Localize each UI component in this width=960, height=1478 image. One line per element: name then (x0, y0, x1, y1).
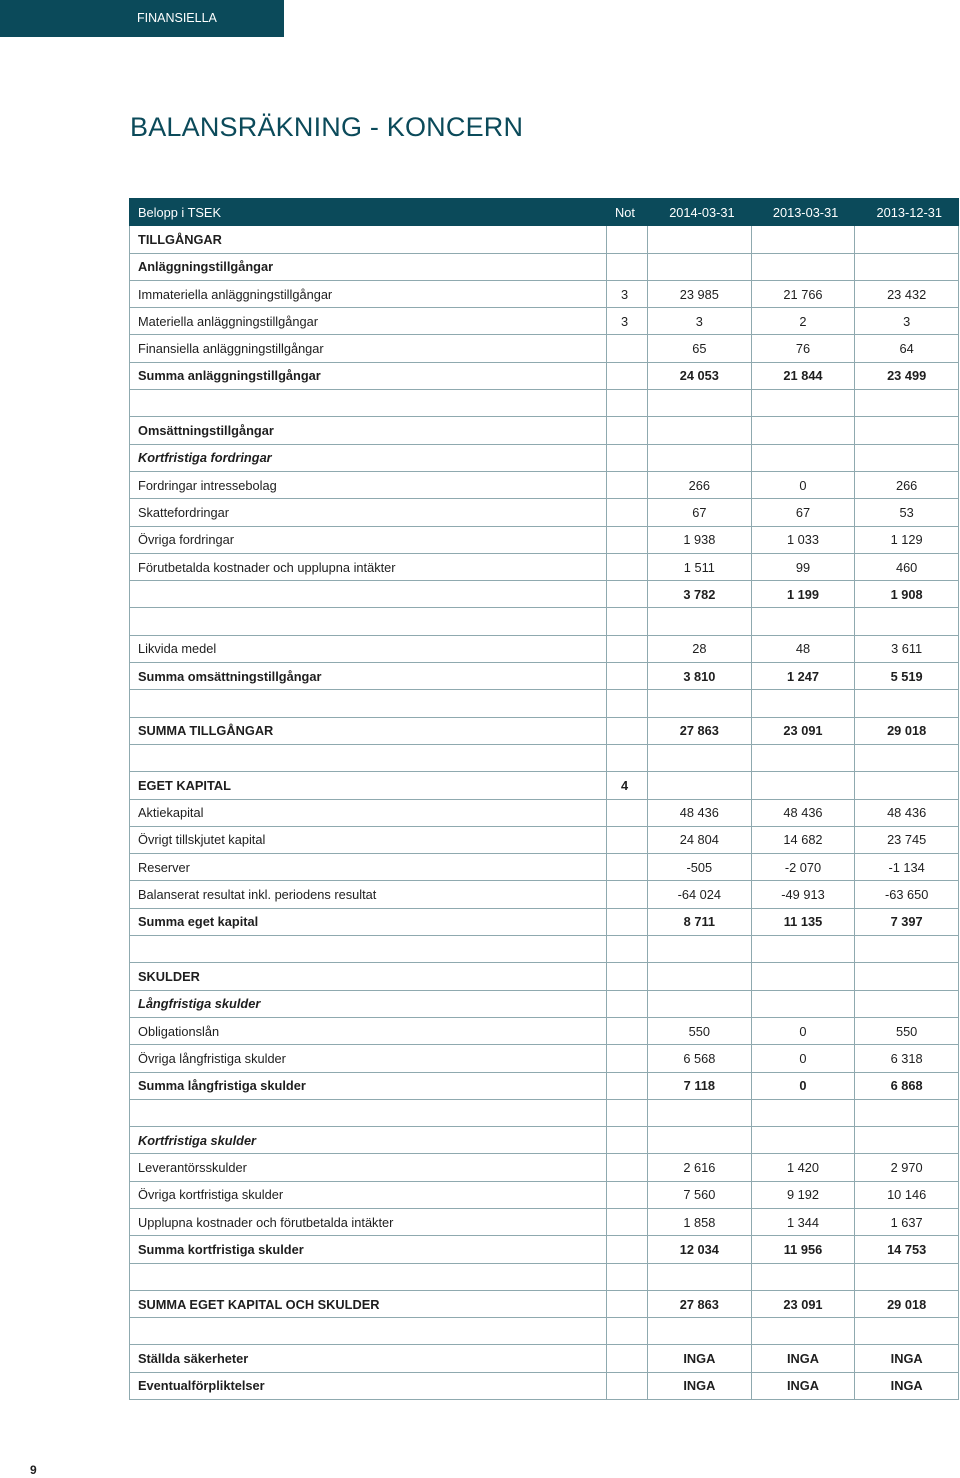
value-2013-12-31 (855, 963, 959, 990)
row-note (607, 854, 648, 881)
value-2013-03-31: 1 199 (751, 581, 855, 608)
value-2014-03-31: 48 436 (648, 799, 752, 826)
table-row (130, 963, 959, 990)
value-2013-12-31: 10 146 (855, 1181, 959, 1208)
table-row (130, 881, 959, 908)
value-2013-03-31: INGA (751, 1345, 855, 1372)
value-2014-03-31 (648, 226, 752, 253)
table-row (130, 444, 959, 471)
value-2013-12-31 (855, 936, 959, 963)
value-2013-03-31: INGA (751, 1372, 855, 1399)
value-2013-03-31: 11 956 (751, 1236, 855, 1263)
row-label: Obligationslån (130, 1017, 607, 1044)
row-label: Summa kortfristiga skulder (130, 1236, 607, 1263)
row-label (130, 1099, 607, 1126)
row-note (607, 1099, 648, 1126)
row-note: 3 (607, 280, 648, 307)
value-2013-12-31 (855, 1263, 959, 1290)
row-note (607, 1263, 648, 1290)
spacer-row (130, 690, 959, 717)
value-2013-03-31 (751, 1127, 855, 1154)
value-2014-03-31: 8 711 (648, 908, 752, 935)
row-note (607, 826, 648, 853)
row-note (607, 1181, 648, 1208)
table-row (130, 362, 959, 389)
row-label: Finansiella anläggningstillgångar (130, 335, 607, 362)
row-label: Summa eget kapital (130, 908, 607, 935)
table-row (130, 581, 959, 608)
row-label: Kortfristiga fordringar (130, 444, 607, 471)
value-2013-03-31 (751, 417, 855, 444)
row-label: Förutbetalda kostnader och upplupna intäkter (130, 553, 607, 580)
header-label: Belopp i TSEK (130, 199, 607, 226)
value-2014-03-31: -505 (648, 854, 752, 881)
value-2014-03-31: 1 858 (648, 1208, 752, 1235)
value-2013-12-31: INGA (855, 1372, 959, 1399)
table-row (130, 772, 959, 799)
value-2013-03-31 (751, 963, 855, 990)
value-2014-03-31 (648, 444, 752, 471)
row-note (607, 1072, 648, 1099)
value-2013-12-31: 1 908 (855, 581, 959, 608)
value-2013-12-31 (855, 1127, 959, 1154)
row-note (607, 1318, 648, 1345)
value-2013-12-31: 6 868 (855, 1072, 959, 1099)
row-label (130, 1263, 607, 1290)
value-2013-03-31: 99 (751, 553, 855, 580)
value-2013-03-31: 0 (751, 1072, 855, 1099)
row-label: Övrigt tillskjutet kapital (130, 826, 607, 853)
value-2013-03-31: 1 420 (751, 1154, 855, 1181)
row-note (607, 1345, 648, 1372)
value-2013-12-31: 23 499 (855, 362, 959, 389)
value-2013-03-31: 67 (751, 499, 855, 526)
value-2014-03-31: 28 (648, 635, 752, 662)
value-2013-03-31: 0 (751, 1017, 855, 1044)
value-2013-12-31: 1 129 (855, 526, 959, 553)
value-2013-03-31: 23 091 (751, 1290, 855, 1317)
table-row (130, 1345, 959, 1372)
table-row (130, 635, 959, 662)
row-label: Summa långfristiga skulder (130, 1072, 607, 1099)
row-note: 4 (607, 772, 648, 799)
value-2013-12-31 (855, 690, 959, 717)
table-row (130, 663, 959, 690)
table-row (130, 553, 959, 580)
row-note (607, 881, 648, 908)
value-2014-03-31 (648, 963, 752, 990)
table-row (130, 499, 959, 526)
row-label (130, 936, 607, 963)
value-2013-03-31: 0 (751, 471, 855, 498)
value-2013-12-31: 23 745 (855, 826, 959, 853)
table-row (130, 717, 959, 744)
table-row (130, 1290, 959, 1317)
value-2013-12-31: 23 432 (855, 280, 959, 307)
value-2013-03-31: 14 682 (751, 826, 855, 853)
value-2013-12-31 (855, 772, 959, 799)
table-row (130, 908, 959, 935)
spacer-row (130, 936, 959, 963)
row-note (607, 608, 648, 635)
header-2013-12-31: 2013-12-31 (855, 199, 959, 226)
row-note (607, 1208, 648, 1235)
value-2013-12-31: INGA (855, 1345, 959, 1372)
value-2013-12-31: 29 018 (855, 717, 959, 744)
value-2013-12-31: 3 (855, 308, 959, 335)
row-note (607, 963, 648, 990)
value-2013-03-31: 2 (751, 308, 855, 335)
value-2013-12-31 (855, 444, 959, 471)
table-row (130, 1208, 959, 1235)
table-row (130, 854, 959, 881)
value-2014-03-31 (648, 744, 752, 771)
row-label: Ställda säkerheter (130, 1345, 607, 1372)
value-2013-03-31 (751, 936, 855, 963)
value-2013-12-31: 266 (855, 471, 959, 498)
value-2013-03-31 (751, 1099, 855, 1126)
value-2014-03-31: 3 782 (648, 581, 752, 608)
value-2014-03-31 (648, 608, 752, 635)
value-2014-03-31 (648, 690, 752, 717)
value-2014-03-31: 24 053 (648, 362, 752, 389)
row-note (607, 908, 648, 935)
value-2013-12-31: 64 (855, 335, 959, 362)
row-label (130, 581, 607, 608)
row-note (607, 581, 648, 608)
row-label (130, 690, 607, 717)
row-note (607, 663, 648, 690)
row-label: SUMMA TILLGÅNGAR (130, 717, 607, 744)
table-row (130, 526, 959, 553)
value-2013-12-31 (855, 1318, 959, 1345)
row-label: Övriga fordringar (130, 526, 607, 553)
value-2013-12-31: 460 (855, 553, 959, 580)
value-2014-03-31: -64 024 (648, 881, 752, 908)
value-2014-03-31: 3 (648, 308, 752, 335)
table-row (130, 1017, 959, 1044)
page-title: BALANSRÄKNING - KONCERN (130, 112, 524, 142)
value-2013-12-31: 3 611 (855, 635, 959, 662)
value-2014-03-31: 12 034 (648, 1236, 752, 1263)
table-row (130, 1072, 959, 1099)
value-2014-03-31 (648, 936, 752, 963)
row-note (607, 553, 648, 580)
value-2013-12-31: 7 397 (855, 908, 959, 935)
value-2014-03-31 (648, 990, 752, 1017)
row-note (607, 226, 648, 253)
row-label (130, 1318, 607, 1345)
row-note (607, 1127, 648, 1154)
value-2013-03-31: 21 766 (751, 280, 855, 307)
value-2013-12-31 (855, 608, 959, 635)
balance-sheet-table (129, 198, 959, 1400)
row-label: Fordringar intressebolag (130, 471, 607, 498)
table-row (130, 826, 959, 853)
row-label: Upplupna kostnader och förutbetalda intäkter (130, 1208, 607, 1235)
table-row (130, 417, 959, 444)
spacer-row (130, 390, 959, 417)
value-2014-03-31 (648, 1318, 752, 1345)
value-2014-03-31: 7 118 (648, 1072, 752, 1099)
header-2013-03-31: 2013-03-31 (751, 199, 855, 226)
row-label: Skattefordringar (130, 499, 607, 526)
value-2013-03-31 (751, 1318, 855, 1345)
row-note (607, 444, 648, 471)
value-2013-12-31: 29 018 (855, 1290, 959, 1317)
row-label: Kortfristiga skulder (130, 1127, 607, 1154)
row-label: SKULDER (130, 963, 607, 990)
row-label: TILLGÅNGAR (130, 226, 607, 253)
table-body (130, 226, 959, 1400)
value-2013-12-31 (855, 390, 959, 417)
value-2013-03-31 (751, 226, 855, 253)
section-tag: FINANSIELLA RAPPORTER (0, 0, 284, 37)
value-2014-03-31 (648, 1263, 752, 1290)
header-not: Not (607, 199, 648, 226)
spacer-row (130, 744, 959, 771)
row-label (130, 608, 607, 635)
value-2014-03-31: 7 560 (648, 1181, 752, 1208)
value-2013-03-31: 9 192 (751, 1181, 855, 1208)
value-2013-03-31: 11 135 (751, 908, 855, 935)
value-2013-12-31 (855, 226, 959, 253)
value-2014-03-31: 27 863 (648, 1290, 752, 1317)
value-2013-12-31: 48 436 (855, 799, 959, 826)
table-row (130, 1045, 959, 1072)
header-2014-03-31: 2014-03-31 (648, 199, 752, 226)
row-label: Omsättningstillgångar (130, 417, 607, 444)
value-2014-03-31: INGA (648, 1345, 752, 1372)
value-2013-03-31: 48 (751, 635, 855, 662)
value-2014-03-31 (648, 253, 752, 280)
row-note (607, 253, 648, 280)
table-row (130, 1181, 959, 1208)
value-2014-03-31: 27 863 (648, 717, 752, 744)
row-note (607, 799, 648, 826)
row-label: Likvida medel (130, 635, 607, 662)
value-2013-12-31 (855, 253, 959, 280)
row-note (607, 471, 648, 498)
value-2013-12-31: 550 (855, 1017, 959, 1044)
row-note (607, 335, 648, 362)
spacer-row (130, 608, 959, 635)
table-row (130, 799, 959, 826)
table-row (130, 1372, 959, 1399)
value-2013-12-31 (855, 990, 959, 1017)
row-note (607, 936, 648, 963)
value-2013-03-31: 21 844 (751, 362, 855, 389)
row-label: Aktiekapital (130, 799, 607, 826)
row-label: Summa anläggningstillgångar (130, 362, 607, 389)
row-note (607, 1290, 648, 1317)
value-2013-12-31 (855, 1099, 959, 1126)
row-note: 3 (607, 308, 648, 335)
table-row (130, 990, 959, 1017)
row-label: Övriga långfristiga skulder (130, 1045, 607, 1072)
table-row (130, 335, 959, 362)
value-2013-03-31 (751, 772, 855, 799)
value-2014-03-31: 3 810 (648, 663, 752, 690)
value-2014-03-31: 6 568 (648, 1045, 752, 1072)
row-label: Anläggningstillgångar (130, 253, 607, 280)
value-2013-03-31 (751, 990, 855, 1017)
value-2013-03-31: 1 344 (751, 1208, 855, 1235)
value-2013-03-31: 76 (751, 335, 855, 362)
value-2013-03-31 (751, 1263, 855, 1290)
value-2014-03-31: 550 (648, 1017, 752, 1044)
value-2014-03-31: 23 985 (648, 280, 752, 307)
row-label: EGET KAPITAL (130, 772, 607, 799)
table-row (130, 1154, 959, 1181)
table-row (130, 226, 959, 253)
value-2013-12-31 (855, 744, 959, 771)
value-2013-03-31: 23 091 (751, 717, 855, 744)
value-2014-03-31 (648, 772, 752, 799)
row-label: SUMMA EGET KAPITAL OCH SKULDER (130, 1290, 607, 1317)
value-2013-03-31: 1 033 (751, 526, 855, 553)
row-note (607, 499, 648, 526)
value-2013-03-31 (751, 253, 855, 280)
value-2013-03-31: 48 436 (751, 799, 855, 826)
row-note (607, 717, 648, 744)
table-row (130, 280, 959, 307)
row-label: Övriga kortfristiga skulder (130, 1181, 607, 1208)
value-2013-12-31: 1 637 (855, 1208, 959, 1235)
value-2013-12-31: 6 318 (855, 1045, 959, 1072)
table-row (130, 1127, 959, 1154)
row-note (607, 526, 648, 553)
value-2014-03-31 (648, 1099, 752, 1126)
table-row (130, 1236, 959, 1263)
value-2013-12-31: -1 134 (855, 854, 959, 881)
value-2014-03-31: 24 804 (648, 826, 752, 853)
value-2013-03-31: -2 070 (751, 854, 855, 881)
page-number: 9 (30, 1463, 37, 1477)
row-note (607, 990, 648, 1017)
row-label: Balanserat resultat inkl. periodens resultat (130, 881, 607, 908)
row-label: Summa omsättningstillgångar (130, 663, 607, 690)
spacer-row (130, 1099, 959, 1126)
table-row (130, 253, 959, 280)
row-label: Materiella anläggningstillgångar (130, 308, 607, 335)
spacer-row (130, 1318, 959, 1345)
value-2014-03-31: 1 511 (648, 553, 752, 580)
value-2014-03-31 (648, 417, 752, 444)
row-label: Långfristiga skulder (130, 990, 607, 1017)
value-2014-03-31 (648, 1127, 752, 1154)
row-note (607, 417, 648, 444)
value-2013-12-31 (855, 417, 959, 444)
row-label: Immateriella anläggningstillgångar (130, 280, 607, 307)
value-2014-03-31: 65 (648, 335, 752, 362)
row-label: Leverantörsskulder (130, 1154, 607, 1181)
table-header-row (130, 199, 959, 226)
value-2014-03-31: 266 (648, 471, 752, 498)
spacer-row (130, 1263, 959, 1290)
row-label: Eventualförpliktelser (130, 1372, 607, 1399)
row-note (607, 1017, 648, 1044)
value-2013-03-31 (751, 690, 855, 717)
row-note (607, 1045, 648, 1072)
row-note (607, 390, 648, 417)
row-note (607, 690, 648, 717)
table-row (130, 471, 959, 498)
value-2014-03-31: 2 616 (648, 1154, 752, 1181)
value-2013-12-31: 14 753 (855, 1236, 959, 1263)
value-2013-03-31 (751, 608, 855, 635)
row-label (130, 744, 607, 771)
value-2014-03-31: 1 938 (648, 526, 752, 553)
row-note (607, 1154, 648, 1181)
value-2014-03-31: INGA (648, 1372, 752, 1399)
row-note (607, 1236, 648, 1263)
value-2013-12-31: 5 519 (855, 663, 959, 690)
row-note (607, 744, 648, 771)
value-2013-03-31: 1 247 (751, 663, 855, 690)
value-2013-12-31: 2 970 (855, 1154, 959, 1181)
value-2014-03-31: 67 (648, 499, 752, 526)
row-label (130, 390, 607, 417)
row-label: Reserver (130, 854, 607, 881)
value-2013-03-31 (751, 744, 855, 771)
value-2013-03-31 (751, 390, 855, 417)
value-2013-03-31: 0 (751, 1045, 855, 1072)
table-row (130, 308, 959, 335)
row-note (607, 635, 648, 662)
value-2013-03-31 (751, 444, 855, 471)
value-2014-03-31 (648, 390, 752, 417)
value-2013-12-31: -63 650 (855, 881, 959, 908)
value-2013-03-31: -49 913 (751, 881, 855, 908)
row-note (607, 362, 648, 389)
value-2013-12-31: 53 (855, 499, 959, 526)
row-note (607, 1372, 648, 1399)
